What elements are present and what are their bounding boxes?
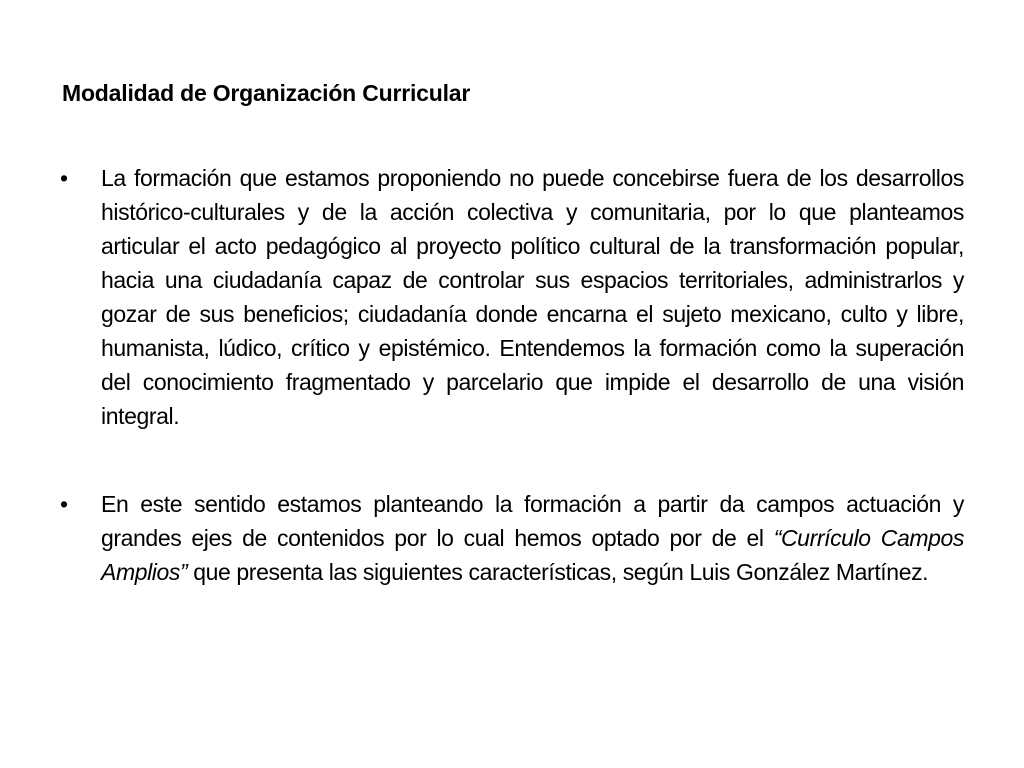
- bullet-icon: •: [60, 165, 68, 191]
- bullet-text-2-italic: “Currículo Campos Amplios”: [101, 525, 965, 585]
- bullet-list: [60, 161, 964, 589]
- bullet-text-2: [101, 491, 964, 585]
- bullet-text-2-after: que presenta las siguientes características, según Luis González Martínez.: [187, 559, 929, 585]
- bullet-icon: •: [60, 491, 68, 517]
- bullet-item-1: [60, 161, 964, 433]
- bullet-text-1: La formación que estamos proponiendo no puede concebirse fuera de los desarrollos histórico-culturales y de la acción colectiva y comunitaria, por lo que planteamos articular el acto pedagógico al proyecto político cultural de la transformación popular, hacia una ciudadanía capaz de controlar sus espacios territoriales, administrarlos y gozar de sus beneficios; ciudadanía donde encarna el sujeto mexicano, culto y libre, humanista, lúdico, crítico y epistémico. Entendemos la formación como la superación del conocimiento fragmentado y parcelario que impide el desarrollo de una visión integral.: [101, 165, 964, 429]
- slide-title: Modalidad de Organización Curricular: [62, 80, 471, 106]
- bullet-text-2-before: En este sentido estamos planteando la formación a partir da campos actuación y grandes ejes de contenidos por lo cual hemos optado por de el: [101, 491, 964, 551]
- bullet-item-2: [60, 487, 964, 589]
